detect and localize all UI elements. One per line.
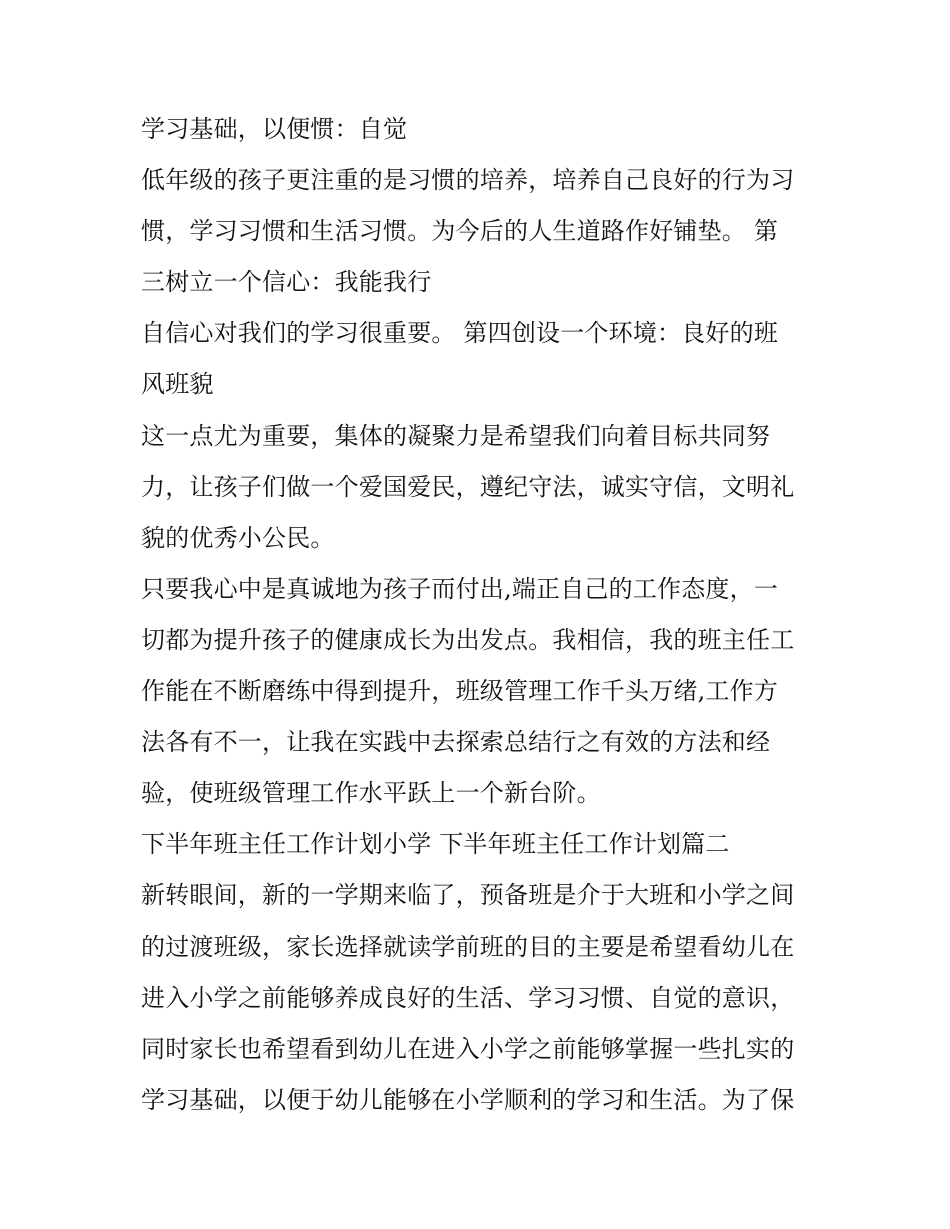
document-body <box>141 104 821 1126</box>
text-line: 只要我心中是真诚地为孩子而付出,端正自己的工作态度，一 <box>141 574 779 603</box>
text-line: 三树立一个信心：我能我行 <box>141 268 432 297</box>
text-line: 力，让孩子们做一个爱国爱民，遵纪守法，诚实守信，文明礼 <box>141 472 795 501</box>
text-line: 验，使班级管理工作水平跃上一个新台阶。 <box>141 779 601 808</box>
text-line: 惯，学习习惯和生活习惯。为今后的人生道路作好铺垫。 第 <box>141 217 779 246</box>
text-line: 自信心对我们的学习很重要。 第四创设一个环境：良好的班 <box>141 319 779 348</box>
text-line: 同时家长也希望看到幼儿在进入小学之前能够掌握一些扎实的 <box>141 1034 795 1063</box>
text-line: 这一点尤为重要，集体的凝聚力是希望我们向着目标共同努 <box>141 421 771 450</box>
text-line: 新转眼间，新的一学期来临了，预备班是介于大班和小学之间 <box>141 881 795 910</box>
text-line: 的过渡班级，家长选择就读学前班的目的主要是希望看幼儿在 <box>141 932 795 961</box>
text-line: 下半年班主任工作计划小学 下半年班主任工作计划篇二 <box>141 830 730 859</box>
text-line: 切都为提升孩子的健康成长为出发点。我相信，我的班主任工 <box>141 625 795 654</box>
text-line: 学习基础，以便于幼儿能够在小学顺利的学习和生活。为了保 <box>141 1085 795 1114</box>
text-line: 学习基础，以便惯：自觉 <box>141 115 408 143</box>
text-line: 风班貌 <box>141 370 214 399</box>
text-line: 貌的优秀小公民。 <box>141 523 335 552</box>
text-line: 进入小学之前能够养成良好的生活、学习习惯、自觉的意识， <box>141 983 795 1012</box>
text-line: 法各有不一，让我在实践中去探索总结行之有效的方法和经 <box>141 728 771 757</box>
text-line: 低年级的孩子更注重的是习惯的培养，培养自己良好的行为习 <box>141 166 795 195</box>
text-line: 作能在不断磨练中得到提升，班级管理工作千头万绪,工作方 <box>141 677 779 706</box>
